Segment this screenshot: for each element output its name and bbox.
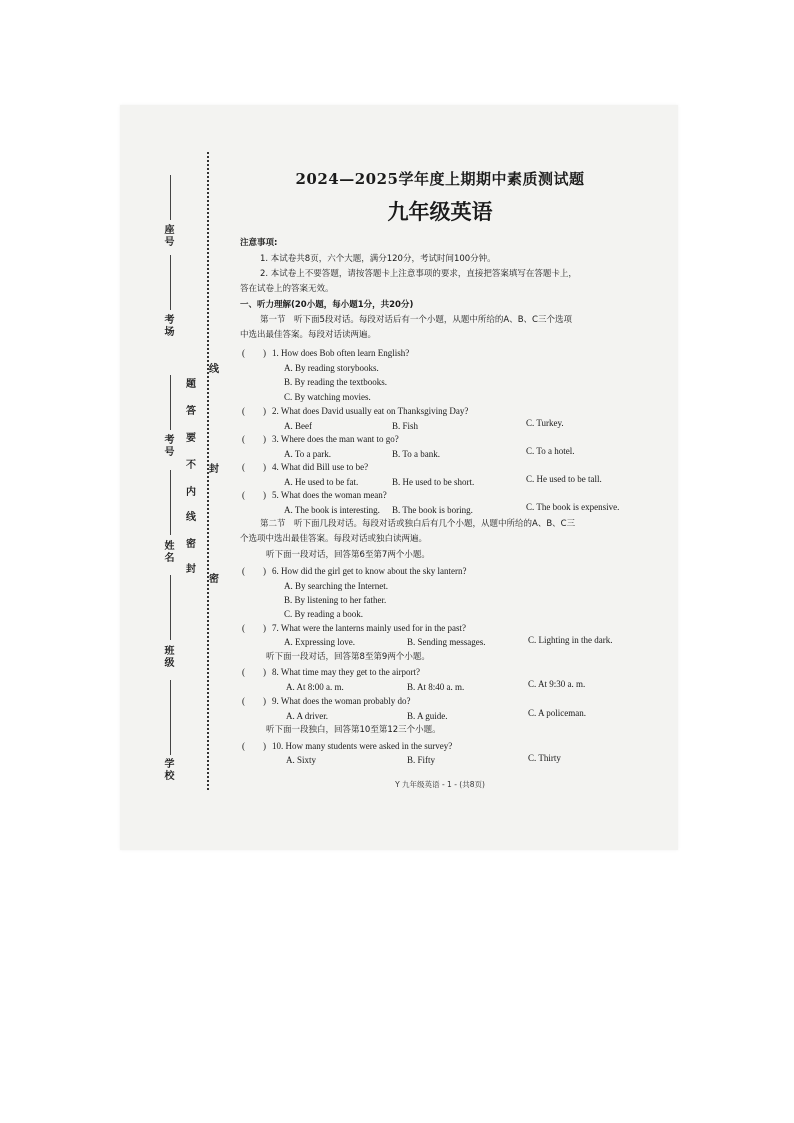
q8-option-c: C. At 9:30 a. m.	[528, 679, 586, 689]
q2-option-c: C. Turkey.	[526, 418, 564, 428]
name-label: 姓名	[162, 540, 173, 564]
dialogue-lead-6-7: 听下面一段对话，回答第6至第7两个小题。	[266, 550, 430, 560]
notice-item-1: 1. 本试卷共8页，六个大题，满分120分，考试时间100分钟。	[260, 254, 496, 264]
seal-char: 密	[186, 539, 196, 550]
q4-option-b: B. He used to be short.	[392, 477, 475, 487]
q10-option-a: A. Sixty	[286, 755, 317, 765]
q10-option-c: C. Thirty	[528, 753, 561, 763]
page-footer: Y 九年级英语 - 1 - (共8页)	[395, 780, 485, 789]
part1-heading: 一、听力理解(20小题，每小题1分，共20分)	[240, 300, 414, 310]
answer-blank: ( )	[242, 348, 266, 358]
q8-option-b: B. At 8:40 a. m.	[407, 682, 465, 692]
q3-stem: 3. Where does the man want to go?	[272, 434, 399, 444]
q6-stem: 6. How did the girl get to know about the sky lantern?	[272, 566, 467, 576]
seal-char: 答	[186, 406, 196, 417]
q7-option-a: A. Expressing love.	[284, 637, 355, 647]
answer-blank: ( )	[242, 623, 266, 633]
q9-stem: 9. What does the woman probably do?	[272, 696, 411, 706]
notice-item-2-cont: 答在试卷上的答案无效。	[240, 284, 334, 294]
answer-blank: ( )	[242, 696, 266, 706]
q1-option-a: A. By reading storybooks.	[284, 363, 379, 373]
seat-field-line	[170, 175, 171, 220]
seal-char: 线	[209, 364, 219, 375]
q6-option-c: C. By reading a book.	[284, 609, 363, 619]
q10-option-b: B. Fifty	[407, 755, 436, 765]
seal-char: 题	[186, 379, 196, 390]
seat-label: 座号	[162, 224, 173, 248]
q7-stem: 7. What were the lanterns mainly used for in the past?	[272, 623, 467, 633]
q2-option-b: B. Fish	[392, 421, 419, 431]
q1-option-c: C. By watching movies.	[284, 392, 371, 402]
name-field-line	[170, 470, 171, 535]
q1-option-b: B. By reading the textbooks.	[284, 377, 387, 387]
seal-char: 封	[209, 464, 219, 475]
section2-instructions-cont: 个选项中选出最佳答案。每段对话或独白读两遍。	[240, 534, 428, 544]
seal-char: 要	[186, 433, 196, 444]
room-field-line	[170, 255, 171, 310]
q5-option-b: B. The book is boring.	[392, 505, 473, 515]
q4-stem: 4. What did Bill use to be?	[272, 462, 369, 472]
exam-title: 2024—2025学年度上期期中素质测试题	[295, 170, 585, 188]
answer-blank: ( )	[242, 406, 266, 416]
q1-stem: 1. How does Bob often learn English?	[272, 348, 410, 358]
q9-option-b: B. A guide.	[407, 711, 448, 721]
q2-option-a: A. Beef	[284, 421, 312, 431]
exam-number-field-line	[170, 375, 171, 430]
answer-blank: ( )	[242, 741, 266, 751]
section1-instructions: 第一节 听下面5段对话。每段对话后有一个小题，从题中所给的A、B、C三个选项	[260, 315, 572, 325]
q8-option-a: A. At 8:00 a. m.	[286, 682, 344, 692]
section2-instructions: 第二节 听下面几段对话。每段对话或独白后有几个小题，从题中所给的A、B、C三	[260, 519, 576, 529]
answer-blank: ( )	[242, 434, 266, 444]
q3-option-a: A. To a park.	[284, 449, 331, 459]
q5-option-c: C. The book is expensive.	[526, 502, 620, 512]
q2-stem: 2. What does David usually eat on Thanksgiving Day?	[272, 406, 469, 416]
answer-blank: ( )	[242, 462, 266, 472]
answer-blank: ( )	[242, 490, 266, 500]
seal-char: 封	[186, 564, 196, 575]
class-label: 班级	[162, 645, 173, 669]
q3-option-c: C. To a hotel.	[526, 446, 575, 456]
q4-option-a: A. He used to be fat.	[284, 477, 359, 487]
q7-option-c: C. Lighting in the dark.	[528, 635, 613, 645]
exam-subject: 九年级英语	[387, 199, 493, 224]
q6-option-b: B. By listening to her father.	[284, 595, 387, 605]
school-field-line	[170, 680, 171, 755]
q6-option-a: A. By searching the Internet.	[284, 581, 388, 591]
section1-instructions-cont: 中选出最佳答案。每段对话读两遍。	[240, 330, 377, 340]
seal-char: 内	[186, 487, 196, 498]
notice-item-2: 2. 本试卷上不要答题，请按答题卡上注意事项的要求，直接把答案填写在答题卡上，	[260, 269, 577, 279]
q3-option-b: B. To a bank.	[392, 449, 440, 459]
monologue-lead-10-12: 听下面一段独白，回答第10至第12三个小题。	[266, 725, 441, 735]
school-label: 学校	[162, 758, 173, 782]
answer-blank: ( )	[242, 566, 266, 576]
q4-option-c: C. He used to be tall.	[526, 474, 602, 484]
q8-stem: 8. What time may they get to the airport?	[272, 667, 421, 677]
dialogue-lead-8-9: 听下面一段对话，回答第8至第9两个小题。	[266, 652, 430, 662]
q9-option-a: A. A driver.	[286, 711, 328, 721]
answer-blank: ( )	[242, 667, 266, 677]
q5-option-a: A. The book is interesting.	[284, 505, 380, 515]
seal-char: 不	[186, 460, 196, 471]
class-field-line	[170, 575, 171, 640]
q10-stem: 10. How many students were asked in the survey?	[272, 741, 453, 751]
exam-number-label: 考号	[162, 434, 173, 458]
q7-option-b: B. Sending messages.	[407, 637, 486, 647]
q5-stem: 5. What does the woman mean?	[272, 490, 387, 500]
seal-char: 密	[209, 574, 219, 585]
q9-option-c: C. A policeman.	[528, 708, 586, 718]
room-label: 考场	[162, 314, 173, 338]
seal-char: 线	[186, 512, 196, 523]
notice-heading: 注意事项:	[240, 238, 278, 248]
